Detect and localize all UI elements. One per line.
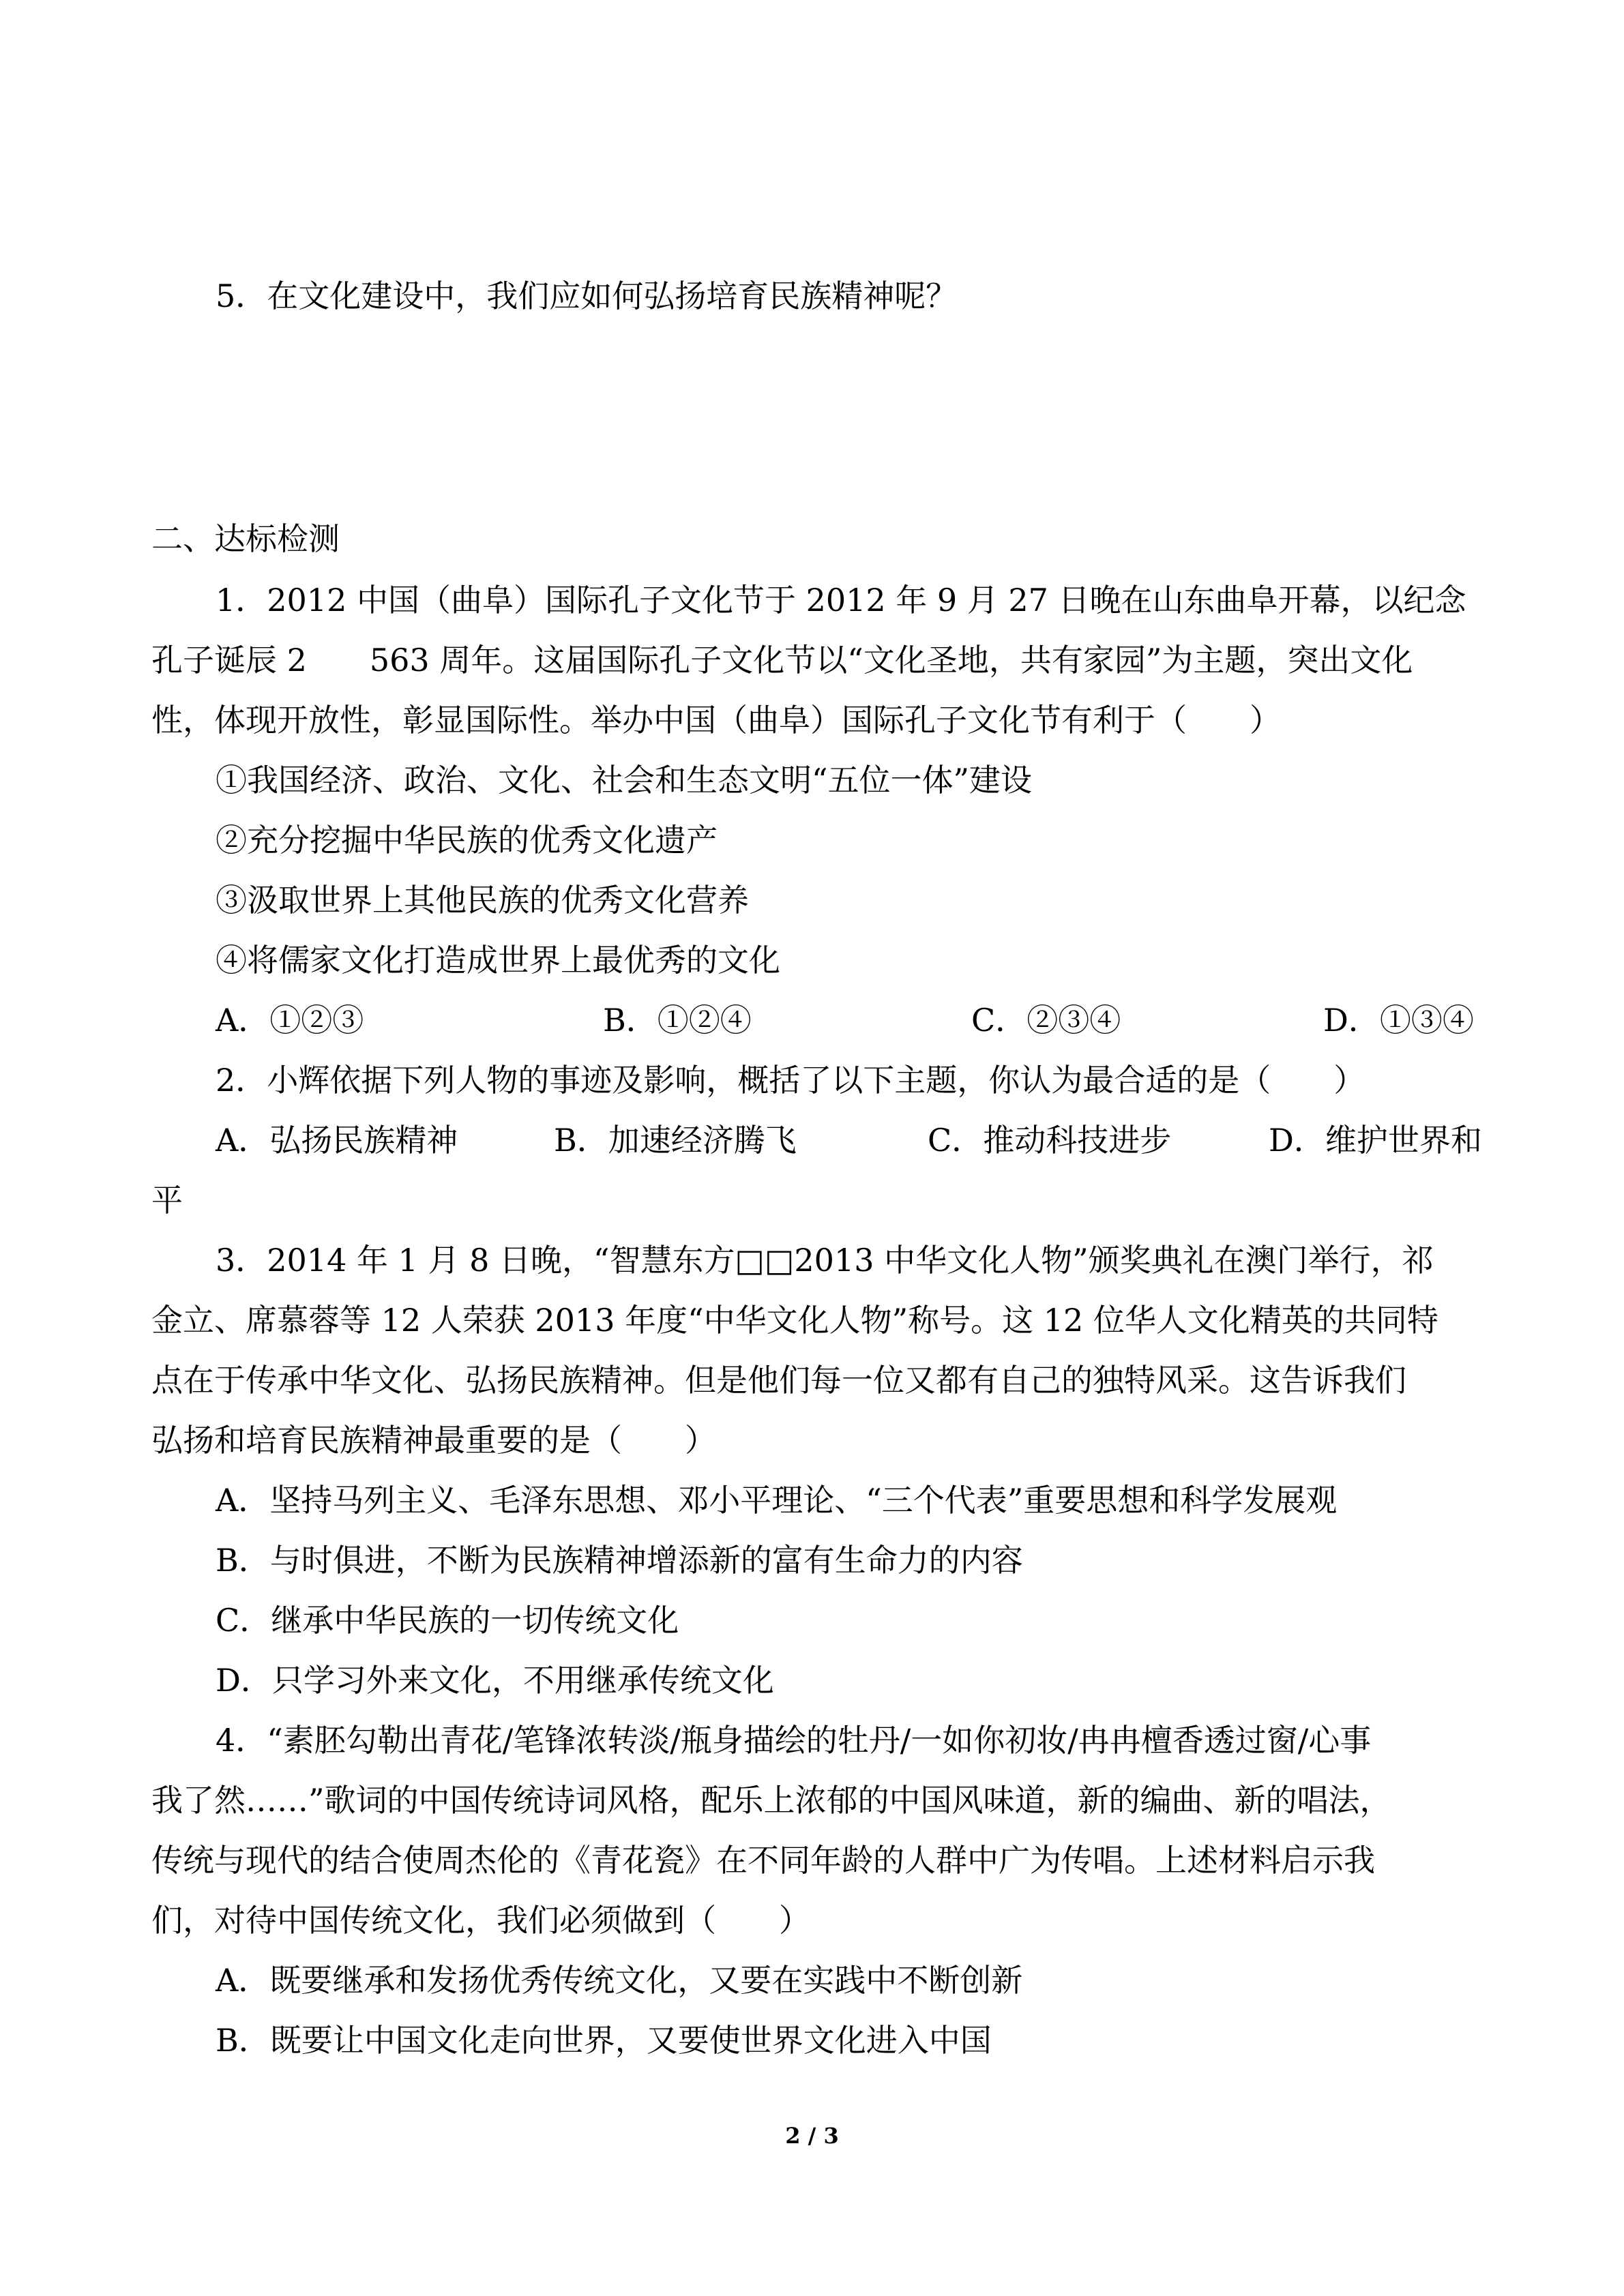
section-heading: 二、达标检测 xyxy=(151,520,340,557)
q3-stem-line-4: 弘扬和培育民族精神最重要的是（ ） xyxy=(151,1422,716,1459)
q2-option-d-wrap: 平 xyxy=(151,1182,183,1219)
q4-stem-line-4: 们，对待中国传统文化，我们必须做到（ ） xyxy=(151,1902,810,1939)
q3-option-c: C．继承中华民族的一切传统文化 xyxy=(216,1602,679,1639)
q1-option-c: C．②③④ xyxy=(971,1002,1121,1039)
q4-stem-line-1: 4．“素胚勾勒出青花/笔锋浓转淡/瓶身描绘的牡丹/一如你初妆/冉冉檀香透过窗/心事 xyxy=(216,1722,1372,1759)
q3-option-d: D．只学习外来文化，不用继承传统文化 xyxy=(216,1662,774,1699)
q3-option-a: A．坚持马列主义、毛泽东思想、邓小平理论、“三个代表”重要思想和科学发展观 xyxy=(216,1482,1338,1519)
q4-stem-line-2: 我了然……”歌词的中国传统诗词风格，配乐上浓郁的中国风味道，新的编曲、新的唱法， xyxy=(151,1782,1391,1819)
q2-option-c: C．推动科技进步 xyxy=(928,1122,1172,1159)
page-number: 2 / 3 xyxy=(785,2123,839,2149)
q4-stem-line-3: 传统与现代的结合使周杰伦的《青花瓷》在不同年龄的人群中广为传唱。上述材料启示我 xyxy=(151,1842,1375,1879)
q1-item-2: ②充分挖掘中华民族的优秀文化遗产 xyxy=(216,822,718,859)
q3-stem-line-2: 金立、席慕蓉等 12 人荣获 2013 年度“中华文化人物”称号。这 12 位华人文化精英的共同特 xyxy=(151,1302,1438,1339)
q4-option-a: A．既要继承和发扬优秀传统文化，又要在实践中不断创新 xyxy=(216,1962,1023,1999)
q1-option-b: B．①②④ xyxy=(603,1002,752,1039)
q3-stem-line-1: 3．2014 年 1 月 8 日晚，“智慧东方□□2013 中华文化人物”颁奖典礼在澳门举行，祁 xyxy=(216,1242,1434,1279)
q1-stem-line-1: 1．2012 中国（曲阜）国际孔子文化节于 2012 年 9 月 27 日晚在山东曲阜开幕，以纪念 xyxy=(216,582,1466,618)
q2-option-a: A．弘扬民族精神 xyxy=(216,1122,458,1159)
q1-item-3: ③汲取世界上其他民族的优秀文化营养 xyxy=(216,882,749,919)
q3-stem-line-3: 点在于传承中华文化、弘扬民族精神。但是他们每一位又都有自己的独特风采。这告诉我们 xyxy=(151,1362,1406,1399)
q2-option-b: B．加速经济腾飞 xyxy=(554,1122,797,1159)
q1-stem-line-3: 性，体现开放性，彰显国际性。举办中国（曲阜）国际孔子文化节有利于（ ） xyxy=(151,702,1281,739)
question-5: 5．在文化建设中，我们应如何弘扬培育民族精神呢？ xyxy=(216,278,958,314)
q1-item-1: ①我国经济、政治、文化、社会和生态文明“五位一体”建设 xyxy=(216,762,1033,799)
q2-stem: 2．小辉依据下列人物的事迹及影响，概括了以下主题，你认为最合适的是（ ） xyxy=(216,1062,1365,1099)
q1-option-a: A．①②③ xyxy=(216,1002,364,1039)
q2-option-d: D．维护世界和 xyxy=(1269,1122,1482,1159)
q1-stem-line-2: 孔子诞辰 2 563 周年。这届国际孔子文化节以“文化圣地，共有家园”为主题，突出文化 xyxy=(151,642,1413,679)
q4-option-b: B．既要让中国文化走向世界，又要使世界文化进入中国 xyxy=(216,2022,992,2059)
q1-item-4: ④将儒家文化打造成世界上最优秀的文化 xyxy=(216,942,780,979)
q1-option-d: D．①③④ xyxy=(1323,1002,1474,1039)
q3-option-b: B．与时俱进，不断为民族精神增添新的富有生命力的内容 xyxy=(216,1542,1023,1579)
